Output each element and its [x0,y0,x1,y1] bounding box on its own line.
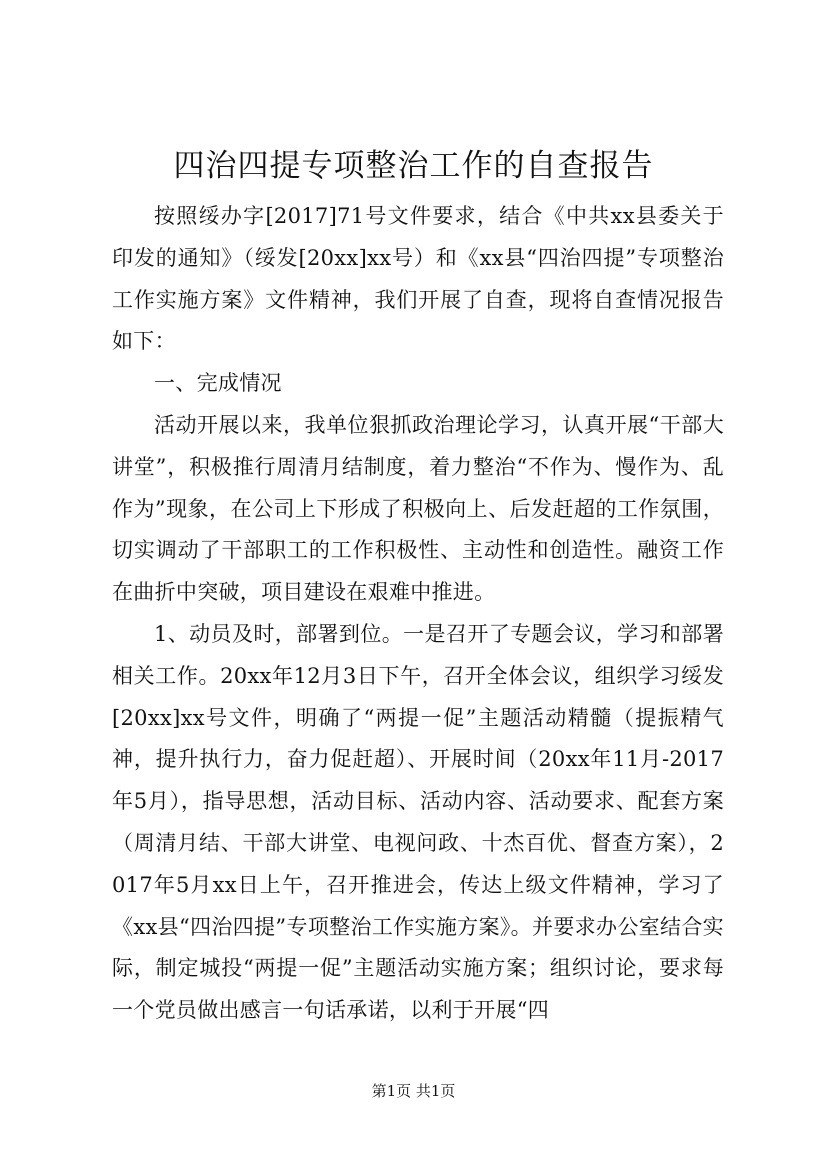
paragraph-activity-overview: 活动开展以来，我单位狠抓政治理论学习，认真开展“干部大讲堂”，积极推行周清月结制度，着力整治“不作为、慢作为、乱作为”现象，在公司上下形成了积极向上、后发赶超的工作氛围，切实调动了干部职工的工作积极性、主动性和创造性。融资工作在曲折中突破，项目建设在艰难中推进。 [112,412,724,605]
document-title: 四治四提专项整治工作的自查报告 [173,148,654,184]
page-footer: 第1页 共1页 [371,1082,456,1100]
section-heading-completion: 一、完成情况 [154,371,282,396]
document-body [112,196,724,1032]
paragraph-intro: 按照绥办字[2017]71号文件要求，结合《中共xx县委关于印发的通知》（绥发[20xx]xx号）和《xx县“四治四提”专项整治工作实施方案》文件精神，我们开展了自查，现将自查情况报告如下： [112,204,724,354]
paragraph-mobilization: 1、动员及时，部署到位。一是召开了专题会议，学习和部署相关工作。20xx年12月3日下午，召开全体会议，组织学习绥发[20xx]xx号文件，明确了“两提一促”主题活动精髓（提振精气神，提升执行力，奋力促赶超）、开展时间（20xx年11月-2017年5月），指导思想，活动目标、活动内容、活动要求、配套方案（周清月结、干部大讲堂、电视问政、十杰百优、督查方案），2017年5月xx日上午，召开推进会，传达上级文件精神，学习了《xx县“四治四提”专项整治工作实施方案》。并要求办公室结合实际，制定城投“两提一促”主题活动实施方案；组织讨论，要求每一个党员做出感言一句话承诺，以利于开展“四 [112,621,724,1023]
